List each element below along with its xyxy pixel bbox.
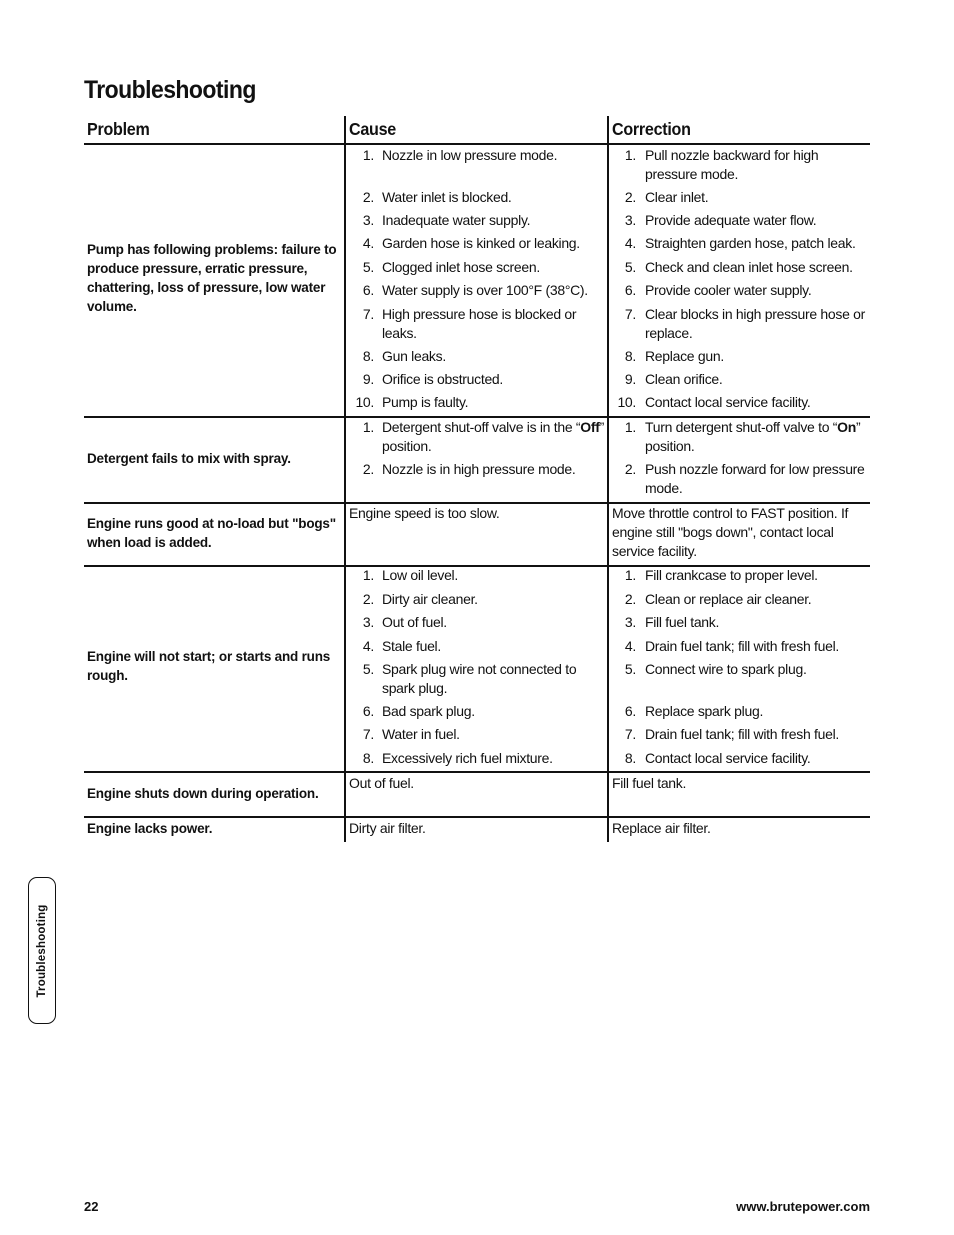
correction-item: Check and clean inlet hose screen.	[645, 259, 853, 275]
cause-item: Water in fuel.	[382, 726, 460, 742]
correction-item: Turn detergent shut-off valve to “On” position.	[645, 419, 861, 454]
page-number: 22	[84, 1199, 99, 1214]
correction-item: Contact local service facility.	[645, 394, 811, 410]
cause-item: Orifice is obstructed.	[382, 371, 503, 387]
cause-number: 3.	[362, 614, 374, 630]
correction-number: 7.	[624, 306, 636, 322]
cause-text: Engine speed is too slow.	[349, 505, 500, 521]
cause-item: Nozzle is in high pressure mode.	[382, 461, 576, 477]
problem-text: Engine lacks power.	[87, 821, 213, 836]
cause-number: 2.	[362, 591, 374, 607]
correction-item: Fill fuel tank.	[645, 614, 720, 630]
correction-text: Replace air filter.	[612, 820, 711, 836]
cause-text: Dirty air filter.	[349, 820, 426, 836]
correction-number: 7.	[624, 726, 636, 742]
correction-item: Clean or replace air cleaner.	[645, 591, 812, 607]
cause-item: Garden hose is kinked or leaking.	[382, 235, 580, 251]
cause-item: Gun leaks.	[382, 348, 446, 364]
correction-item: Push nozzle forward for low pressure mode.	[645, 461, 865, 496]
cause-number: 6.	[362, 282, 374, 298]
side-tab-label: Troubleshooting	[36, 904, 48, 998]
correction-number: 6.	[624, 703, 636, 719]
correction-number: 8.	[624, 750, 636, 766]
cause-item: Nozzle in low pressure mode.	[382, 147, 558, 163]
cause-number: 8.	[362, 750, 374, 766]
correction-item: Provide adequate water flow.	[645, 212, 817, 228]
correction-item: Connect wire to spark plug.	[645, 661, 807, 677]
problem-text: Engine shuts down during operation.	[87, 786, 319, 801]
column-divider-correction	[607, 116, 609, 842]
correction-number: 6.	[624, 282, 636, 298]
cause-item: Clogged inlet hose screen.	[382, 259, 540, 275]
cause-item: Detergent shut-off valve is in the “Off” position.	[382, 419, 604, 454]
correction-item: Replace spark plug.	[645, 703, 764, 719]
cause-item: Spark plug wire not connected to spark plug.	[382, 661, 577, 696]
correction-item: Clear blocks in high pressure hose or replace.	[645, 306, 866, 341]
row-divider	[84, 771, 870, 773]
cause-item: Excessively rich fuel mixture.	[382, 750, 553, 766]
correction-item: Pull nozzle backward for high pressure mode.	[645, 147, 819, 182]
header-problem: Problem	[87, 119, 150, 139]
correction-number: 3.	[624, 212, 636, 228]
cause-number: 1.	[362, 419, 374, 435]
cause-number: 10.	[355, 394, 374, 410]
cause-number: 6.	[362, 703, 374, 719]
cause-number: 5.	[362, 259, 374, 275]
correction-item: Contact local service facility.	[645, 750, 811, 766]
correction-number: 2.	[624, 189, 636, 205]
correction-number: 1.	[624, 567, 636, 583]
correction-item: Drain fuel tank; fill with fresh fuel.	[645, 638, 840, 654]
cause-number: 3.	[362, 212, 374, 228]
correction-number: 2.	[624, 461, 636, 477]
header-cause: Cause	[349, 119, 396, 139]
cause-item: Stale fuel.	[382, 638, 441, 654]
cause-number: 4.	[362, 235, 374, 251]
cause-number: 9.	[362, 371, 374, 387]
page-title: Troubleshooting	[84, 76, 256, 104]
correction-number: 9.	[624, 371, 636, 387]
correction-number: 8.	[624, 348, 636, 364]
correction-item: Clean orifice.	[645, 371, 723, 387]
correction-text: Move throttle control to FAST position. If engine still "bogs down", contact local service facility.	[612, 505, 849, 559]
cause-item: Water inlet is blocked.	[382, 189, 512, 205]
correction-item: Straighten garden hose, patch leak.	[645, 235, 856, 251]
cause-item: Out of fuel.	[382, 614, 447, 630]
cause-text: Out of fuel.	[349, 775, 414, 791]
header-correction: Correction	[612, 119, 691, 139]
cause-item: High pressure hose is blocked or leaks.	[382, 306, 577, 341]
problem-text: Detergent fails to mix with spray.	[87, 451, 291, 466]
row-divider	[84, 143, 870, 145]
cause-number: 5.	[362, 661, 374, 677]
correction-text: Fill fuel tank.	[612, 775, 687, 791]
cause-number: 1.	[362, 567, 374, 583]
problem-text: Engine will not start; or starts and runs rough.	[87, 649, 331, 683]
website-url: www.brutepower.com	[736, 1199, 870, 1214]
correction-number: 5.	[624, 661, 636, 677]
cause-number: 8.	[362, 348, 374, 364]
cause-item: Bad spark plug.	[382, 703, 475, 719]
cause-item: Dirty air cleaner.	[382, 591, 478, 607]
cause-number: 7.	[362, 306, 374, 322]
cause-number: 7.	[362, 726, 374, 742]
correction-item: Fill crankcase to proper level.	[645, 567, 818, 583]
correction-number: 10.	[617, 394, 636, 410]
cause-item: Low oil level.	[382, 567, 458, 583]
problem-text: Pump has following problems: failure to produce pressure, erratic pressure, chattering, loss of pressure, low water volume.	[87, 242, 337, 314]
correction-number: 4.	[624, 638, 636, 654]
correction-item: Drain fuel tank; fill with fresh fuel.	[645, 726, 840, 742]
row-divider	[84, 816, 870, 818]
cause-item: Water supply is over 100°F (38°C).	[382, 282, 588, 298]
cause-number: 1.	[362, 147, 374, 163]
column-divider-cause	[344, 116, 346, 842]
problem-text: Engine runs good at no-load but "bogs" when load is added.	[87, 516, 336, 550]
cause-number: 4.	[362, 638, 374, 654]
correction-number: 1.	[624, 147, 636, 163]
correction-item: Replace gun.	[645, 348, 724, 364]
cause-number: 2.	[362, 461, 374, 477]
correction-number: 2.	[624, 591, 636, 607]
correction-item: Clear inlet.	[645, 189, 709, 205]
correction-item: Provide cooler water supply.	[645, 282, 812, 298]
correction-number: 3.	[624, 614, 636, 630]
cause-item: Pump is faulty.	[382, 394, 469, 410]
correction-number: 4.	[624, 235, 636, 251]
correction-number: 1.	[624, 419, 636, 435]
cause-item: Inadequate water supply.	[382, 212, 531, 228]
correction-number: 5.	[624, 259, 636, 275]
cause-number: 2.	[362, 189, 374, 205]
